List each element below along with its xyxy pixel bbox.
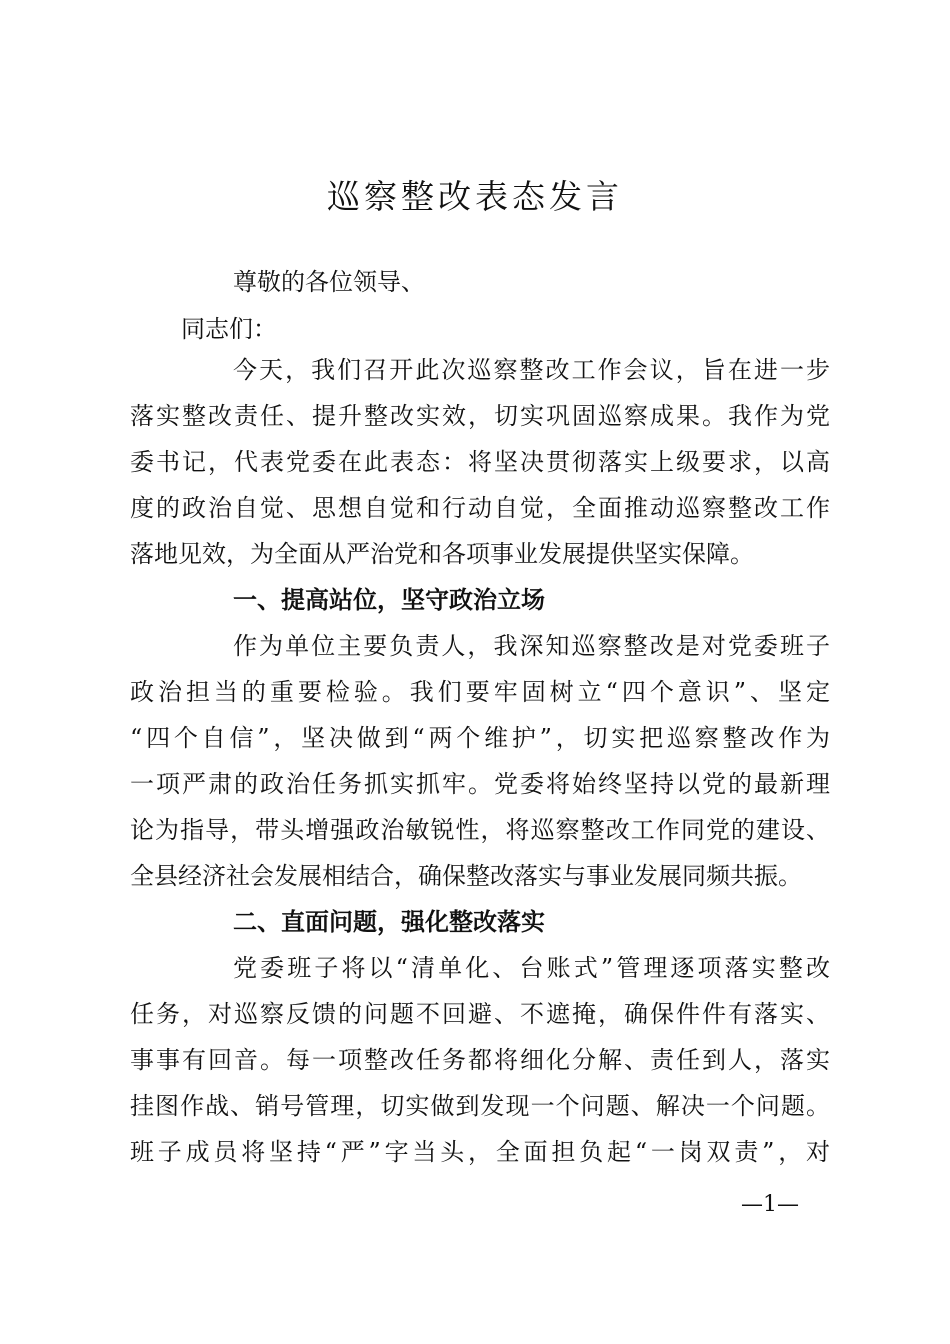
section-2-line: 挂图作战、销号管理，切实做到发现一个问题、解决一个问题。 (130, 1092, 830, 1120)
section-2-line: 班子成员将坚持“严”字当头，全面担负起“一岗双责”，对 (130, 1138, 830, 1166)
section-1-line: “四个自信”，坚决做到“两个维护”，切实把巡察整改作为 (130, 724, 830, 752)
section-2-heading: 二、直面问题，强化整改落实 (233, 908, 545, 936)
intro-line: 今天，我们召开此次巡察整改工作会议，旨在进一步 (233, 356, 830, 384)
section-2-line: 任务，对巡察反馈的问题不回避、不遮掩，确保件件有落实、 (130, 1000, 830, 1028)
section-1-line: 论为指导，带头增强政治敏锐性，将巡察整改工作同党的建设、 (130, 816, 830, 844)
page-number: —1— (741, 1192, 799, 1217)
section-2-line: 事事有回音。每一项整改任务都将细化分解、责任到人，落实 (130, 1046, 830, 1074)
section-1-line: 作为单位主要负责人，我深知巡察整改是对党委班子 (233, 632, 830, 660)
intro-line: 度的政治自觉、思想自觉和行动自觉，全面推动巡察整改工作 (130, 494, 830, 522)
intro-line: 委书记，代表党委在此表态：将坚决贯彻落实上级要求，以高 (130, 448, 830, 476)
section-1-heading: 一、提高站位，坚守政治立场 (233, 586, 545, 614)
intro-line: 落实整改责任、提升整改实效，切实巩固巡察成果。我作为党 (130, 402, 830, 430)
section-1-line: 一项严肃的政治任务抓实抓牢。党委将始终坚持以党的最新理 (130, 770, 830, 798)
salutation-comrades: 同志们： (181, 315, 277, 343)
intro-line: 落地见效，为全面从严治党和各项事业发展提供坚实保障。 (130, 540, 754, 568)
document-title: 巡察整改表态发言 (327, 177, 623, 216)
section-2-line: 党委班子将以“清单化、台账式”管理逐项落实整改 (233, 954, 830, 982)
section-1-line: 全县经济社会发展相结合，确保整改落实与事业发展同频共振。 (130, 862, 802, 890)
section-1-line: 政治担当的重要检验。我们要牢固树立“四个意识”、坚定 (130, 678, 830, 706)
salutation-leaders: 尊敬的各位领导、 (233, 268, 425, 296)
